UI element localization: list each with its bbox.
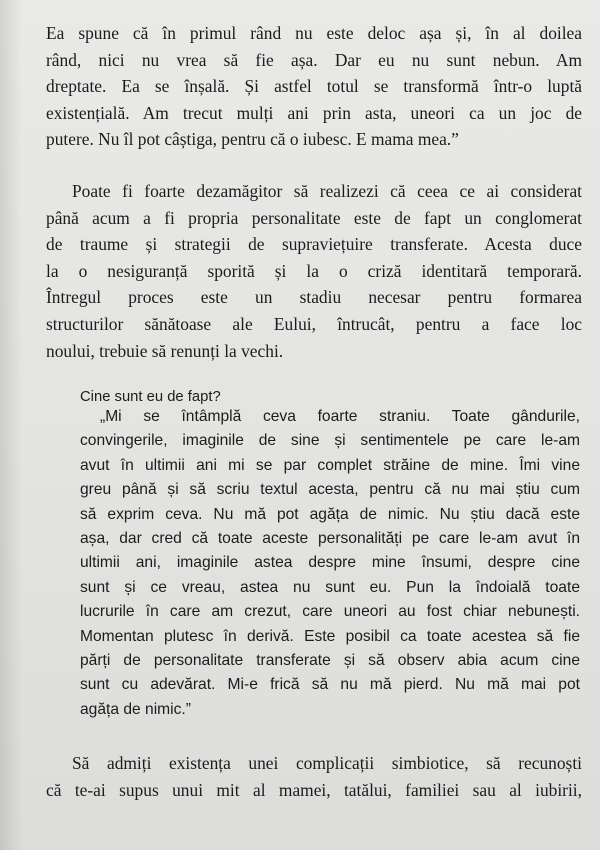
quote-line: convingerile, imaginile de sine și sentimentele pe care le-am — [80, 432, 580, 450]
quote-line: să exprim ceva. Nu mă pot agăța de nimic. Nu știu dacă este — [80, 505, 580, 523]
section-heading: Cine sunt eu de fapt? — [80, 389, 221, 405]
text-line: la o nesiguranță sporită și la o criză identitară temporară. — [46, 260, 582, 281]
quote-line: sunt cu adevărat. Mi-e frică să nu mă pierd. Nu mă mai pot — [80, 676, 580, 694]
quote-line: greu până și să scriu textul acesta, pentru că nu mai știu cum — [80, 481, 580, 499]
quote-line: Momentan plutesc în derivă. Este posibil ca toate acestea să fie — [80, 627, 580, 645]
paragraph-main — [46, 178, 582, 364]
text-line: existențială. Am trecut mulți ani prin asta, uneori ca un joc de — [46, 102, 582, 123]
text-line: că te-ai supus unui mit al mamei, tatălui, familiei sau al iubirii, — [46, 779, 582, 800]
quote-line: așa, dar cred că toate aceste personalități pe care le-am avut în — [80, 530, 580, 548]
text-line: dreptate. Ea se înșală. Și astfel totul se transformă într-o luptă — [46, 76, 582, 97]
text-line: Poate fi foarte dezamăgitor să realizezi că ceea ce ai considerat — [72, 181, 582, 201]
quote-line: părți de personalitate transferate și să observ abia acum cine — [80, 652, 580, 670]
page-gutter-shadow — [0, 0, 22, 850]
paragraph-continued — [46, 750, 582, 803]
quote-line: ultimii ani, imaginile astea despre mine însumi, despre cine — [80, 554, 580, 572]
quote-line: avut în ultimii ani mi se par complet străine de mine. Îmi vine — [80, 456, 580, 474]
text-line: Să admiți existența unei complicații simbiotice, să recunoști — [72, 753, 582, 773]
text-line: rând, nici nu vrea să fie așa. Dar eu nu sunt nebun. Am — [46, 49, 582, 70]
text-line: noului, trebuie să renunți la vechi. — [46, 340, 284, 361]
text-line: Întregul proces este un stadiu necesar pentru formarea — [46, 287, 582, 308]
quote-line: agăța de nimic.” — [80, 700, 191, 718]
text-line: Ea spune că în primul rând nu este deloc așa și, în al doilea — [46, 23, 582, 43]
quote-line: lucrurile în care am crezut, care uneori au fost chiar nebunești. — [80, 603, 580, 621]
paragraph-quote-end — [46, 20, 582, 153]
quote-line: sunt și ce vreau, astea nu sunt eu. Pun la îndoială toate — [80, 578, 580, 596]
text-line: de traume și strategii de supraviețuire transferate. Acesta duce — [46, 234, 582, 255]
text-line: până acum a fi propria personalitate este de fapt un conglomerat — [46, 207, 582, 228]
quote-block — [80, 405, 580, 722]
text-line: putere. Nu îl pot câștiga, pentru că o iubesc. E mama mea.” — [46, 129, 459, 150]
text-line: structurilor sănătoase ale Eului, întrucât, pentru a face loc — [46, 313, 582, 334]
quote-line: „Mi se întâmplă ceva foarte straniu. Toate gândurile, — [100, 408, 580, 425]
